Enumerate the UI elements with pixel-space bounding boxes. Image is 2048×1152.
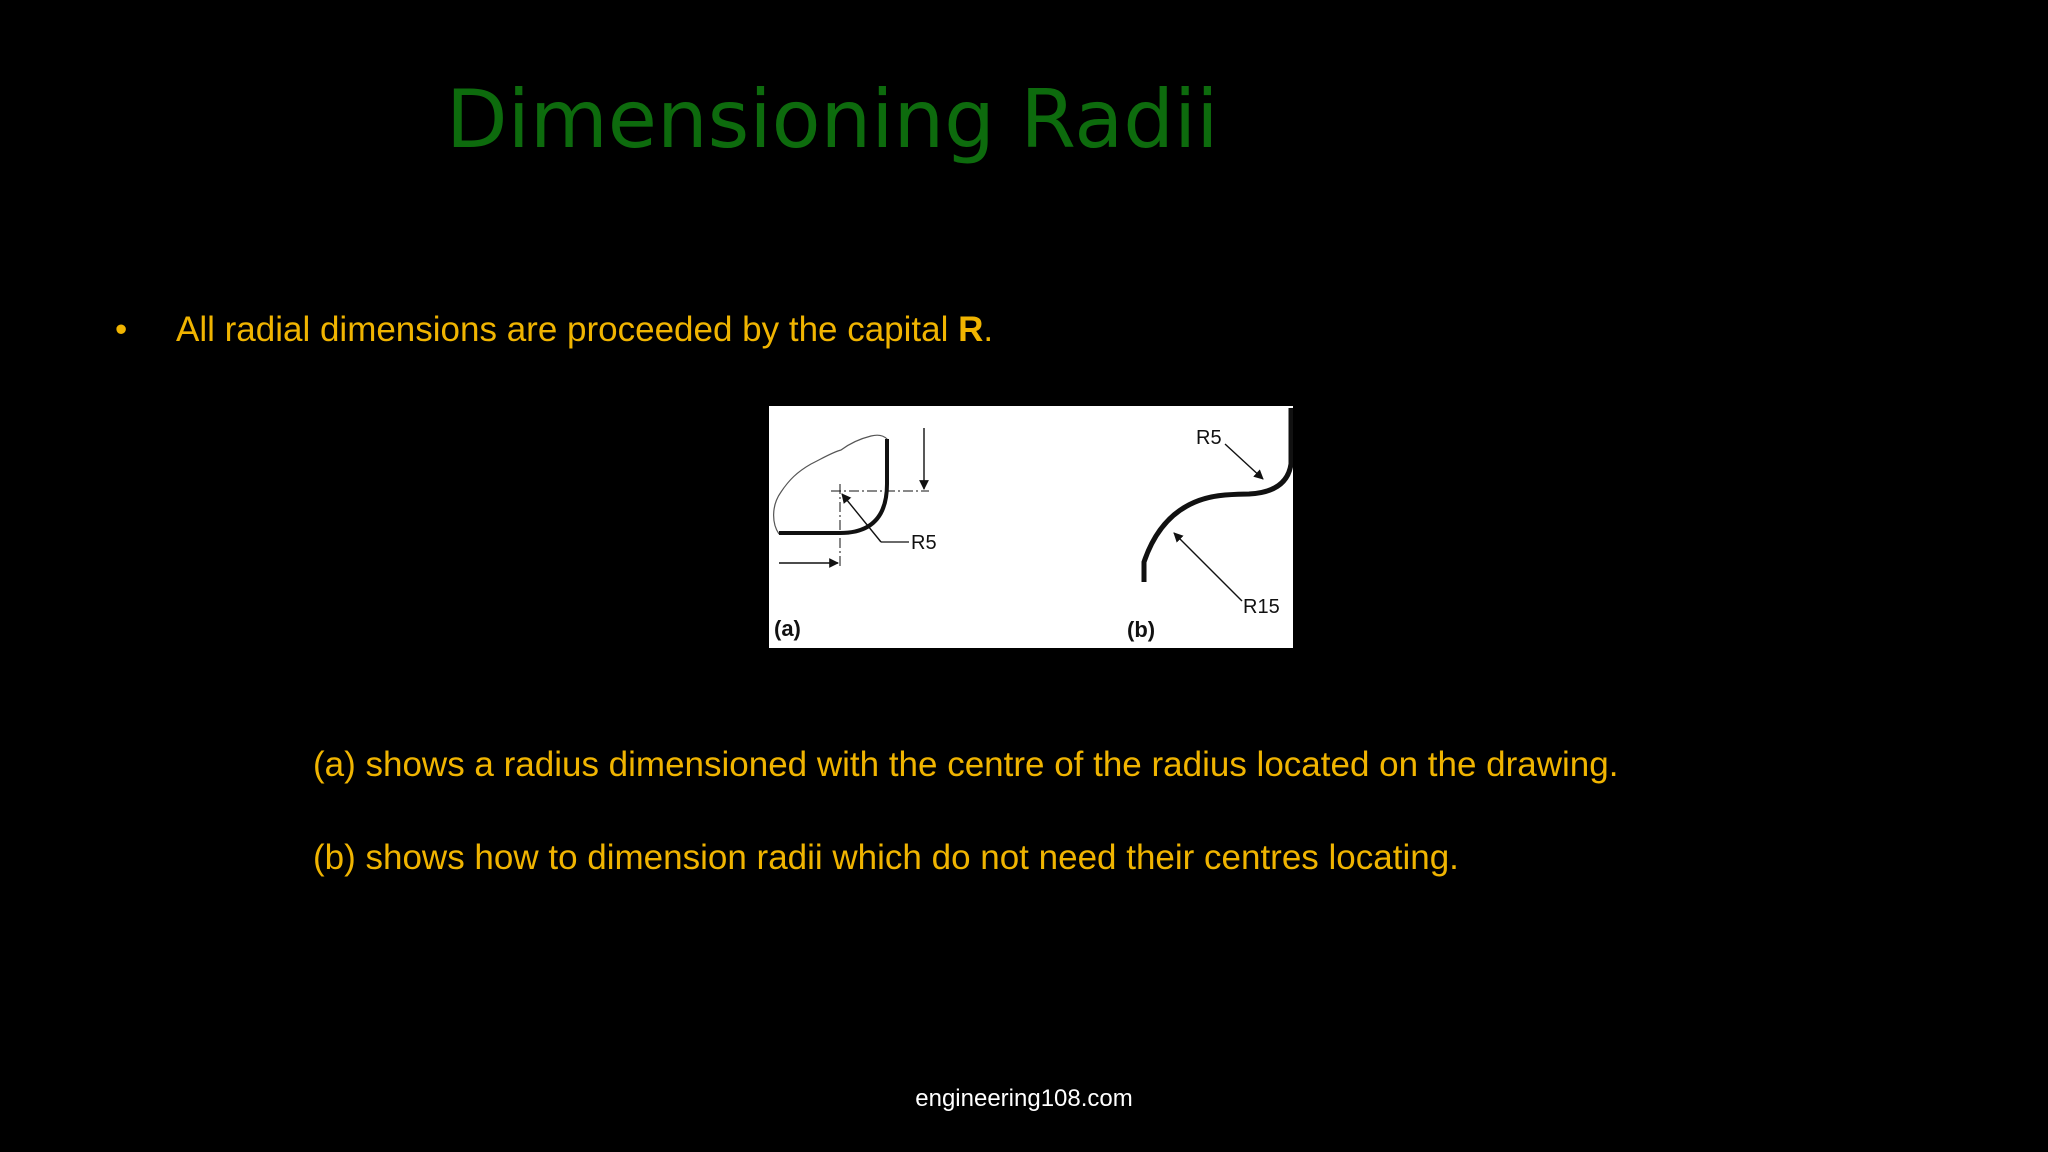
radius-dimension-figure bbox=[769, 406, 1293, 648]
footer-source: engineering108.com bbox=[915, 1085, 1133, 1112]
break-line bbox=[774, 435, 887, 534]
slide-title: Dimensioning Radii bbox=[446, 73, 1219, 166]
panel-b-dimension-label-bottom: R15 bbox=[1243, 596, 1280, 618]
panel-b-label: (b) bbox=[1127, 617, 1156, 642]
panel-a-drawing bbox=[774, 428, 929, 568]
radius-leader-b-bottom bbox=[1174, 533, 1242, 601]
bullet-dot-icon: • bbox=[115, 310, 128, 349]
panel-a-dimension-label: R5 bbox=[911, 532, 937, 554]
panel-a-label: (a) bbox=[774, 616, 801, 641]
bullet-text bbox=[176, 305, 993, 355]
bullet-text-end: . bbox=[983, 310, 994, 349]
radius-leader-b-top bbox=[1225, 444, 1263, 479]
caption-a: (a) shows a radius dimensioned with the centre of the radius located on the drawing. bbox=[313, 745, 1619, 784]
bullet-text-start: All radial dimensions are proceeded by the capital bbox=[176, 310, 959, 349]
bullet-text-bold: R bbox=[958, 310, 984, 349]
panel-b-dimension-label-top: R5 bbox=[1196, 427, 1222, 449]
caption-b: (b) shows how to dimension radii which do not need their centres locating. bbox=[313, 838, 1459, 877]
